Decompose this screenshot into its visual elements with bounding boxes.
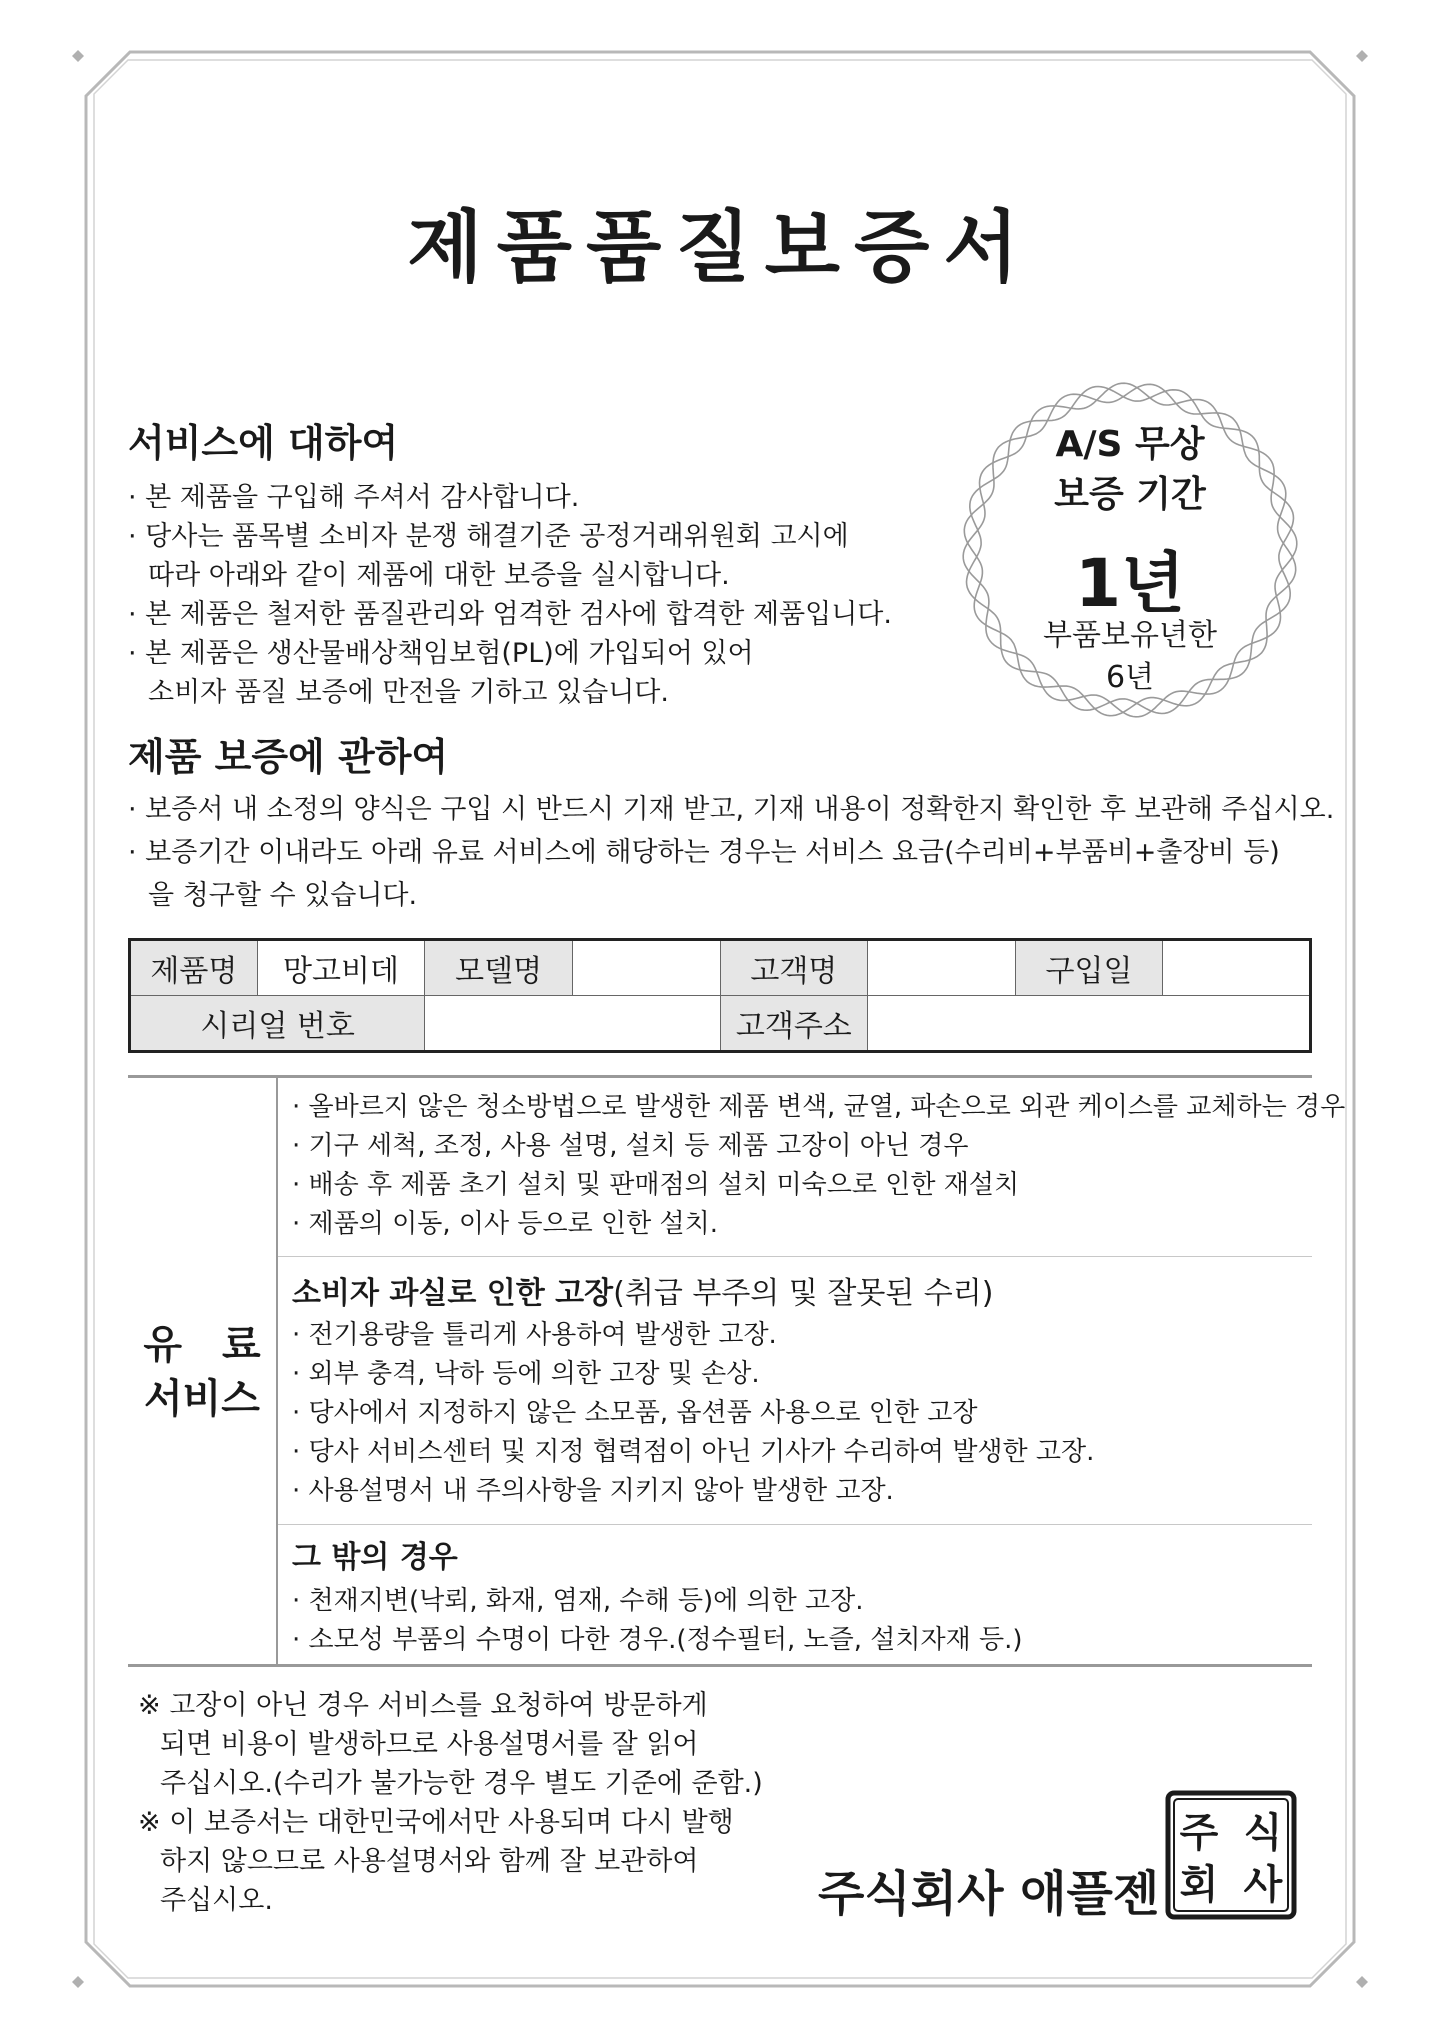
paid-service-group2: [292, 1316, 1094, 1511]
list-item: · 사용설명서 내 주의사항을 지키지 않아 발생한 고장.: [292, 1476, 894, 1506]
company-name: 주식회사 애플젠: [818, 1866, 1160, 1922]
list-item: · 올바르지 않은 청소방법으로 발생한 제품 변색, 균열, 파손으로 외관 케이스를 교체하는 경우: [292, 1092, 1346, 1122]
badge-line1: A/S 무상: [1055, 424, 1205, 465]
badge-line2: 보증 기간: [1054, 474, 1206, 515]
paid-service-top-rule: [128, 1075, 1312, 1078]
purchase-date-field[interactable]: [1163, 940, 1311, 996]
purchase-date-label: 구입일: [1015, 940, 1163, 996]
list-item: · 전기용량을 틀리게 사용하여 발생한 고장.: [292, 1320, 777, 1350]
svg-text:회: 회: [1179, 1862, 1219, 1908]
list-item: · 천재지변(낙뢰, 화재, 염재, 수해 등)에 의한 고장.: [292, 1586, 864, 1616]
svg-text:사: 사: [1243, 1862, 1283, 1908]
customer-address-field[interactable]: [868, 996, 1311, 1052]
paid-service-group1: [292, 1088, 1345, 1244]
company-seal-stamp: [1165, 1790, 1297, 1920]
list-item: · 당사에서 지정하지 않은 소모품, 옵션품 사용으로 인한 고장: [292, 1398, 978, 1428]
warranty-heading: 제품 보증에 관하여: [128, 735, 449, 779]
list-item: · 외부 충격, 낙하 등에 의한 고장 및 손상.: [292, 1359, 760, 1389]
page-title: 제품품질보증서: [407, 203, 1033, 293]
badge-line3: 부품보유년한: [1043, 618, 1217, 653]
warranty-badge: [955, 375, 1305, 725]
paid-service-group3-heading: 그 밖의 경우: [292, 1540, 458, 1575]
customer-name-label: 고객명: [720, 940, 868, 996]
paid-service-bottom-rule: [128, 1664, 1312, 1667]
svg-text:주: 주: [1179, 1810, 1219, 1856]
list-item: · 제품의 이동, 이사 등으로 인한 설치.: [292, 1209, 719, 1239]
service-paragraph: · 본 제품을 구입해 주셔서 감사합니다. · 당사는 품목별 소비자 분쟁 해결기준 공정거래위원회 고시에 따라 아래와 같이 제품에 대한 보증을 실시합니다. · 본 제품은 철저한 품질관리와 엄격한 검사에 합격한 제품입니다. · 본 제품은 생산물배상책임보험(PL)에 가입되어 있어 소비자 품질 보증에 만전을 기하고 있습니다.: [128, 482, 892, 708]
paid-service-label: 유 료 서비스: [143, 1322, 261, 1422]
serial-number-field[interactable]: [425, 996, 720, 1052]
customer-address-label: 고객주소: [720, 996, 868, 1052]
list-item: · 기구 세척, 조정, 사용 설명, 설치 등 제품 고장이 아닌 경우: [292, 1131, 969, 1161]
service-heading: 서비스에 대하여: [128, 421, 399, 465]
paid-service-group3: [292, 1582, 1023, 1660]
badge-period: 1년: [1075, 545, 1185, 622]
paid-service-group-divider: [278, 1256, 1312, 1257]
paid-service-group-divider: [278, 1524, 1312, 1525]
product-name-value: 망고비데: [257, 940, 425, 996]
svg-text:식: 식: [1243, 1810, 1283, 1856]
badge-line4: 6년: [1105, 660, 1155, 695]
list-item: · 소모성 부품의 수명이 다한 경우.(정수필터, 노즐, 설치자재 등.): [292, 1625, 1023, 1655]
paid-service-group2-heading: 소비자 과실로 인한 고장(취급 부주의 및 잘못된 수리): [292, 1276, 994, 1311]
paid-service-divider: [276, 1075, 278, 1665]
list-item: · 당사 서비스센터 및 지정 협력점이 아닌 기사가 수리하여 발생한 고장.: [292, 1437, 1095, 1467]
warranty-paragraph: · 보증서 내 소정의 양식은 구입 시 반드시 기재 받고, 기재 내용이 정확한지 확인한 후 보관해 주십시오. · 보증기간 이내라도 아래 유료 서비스에 해당하는 경우는 서비스 요금(수리비+부품비+출장비 등) 을 청구할 수 있습니다.: [128, 794, 1335, 911]
customer-name-field[interactable]: [868, 940, 1016, 996]
notes: ※ 고장이 아닌 경우 서비스를 요청하여 방문하게 되면 비용이 발생하므로 사용설명서를 잘 읽어 주십시오.(수리가 불가능한 경우 별도 기준에 준함.) ※ 이 보증서는 대한민국에서만 사용되며 다시 발행 하지 않으므로 사용설명서와 함께 잘 보관하여 주십시오.: [138, 1690, 763, 1916]
serial-number-label: 시리얼 번호: [130, 996, 425, 1052]
product-name-label: 제품명: [130, 940, 258, 996]
model-name-label: 모델명: [425, 940, 573, 996]
model-name-field[interactable]: [572, 940, 720, 996]
product-info-table: [128, 938, 1312, 1053]
list-item: · 배송 후 제품 초기 설치 및 판매점의 설치 미숙으로 인한 재설치: [292, 1170, 1020, 1200]
